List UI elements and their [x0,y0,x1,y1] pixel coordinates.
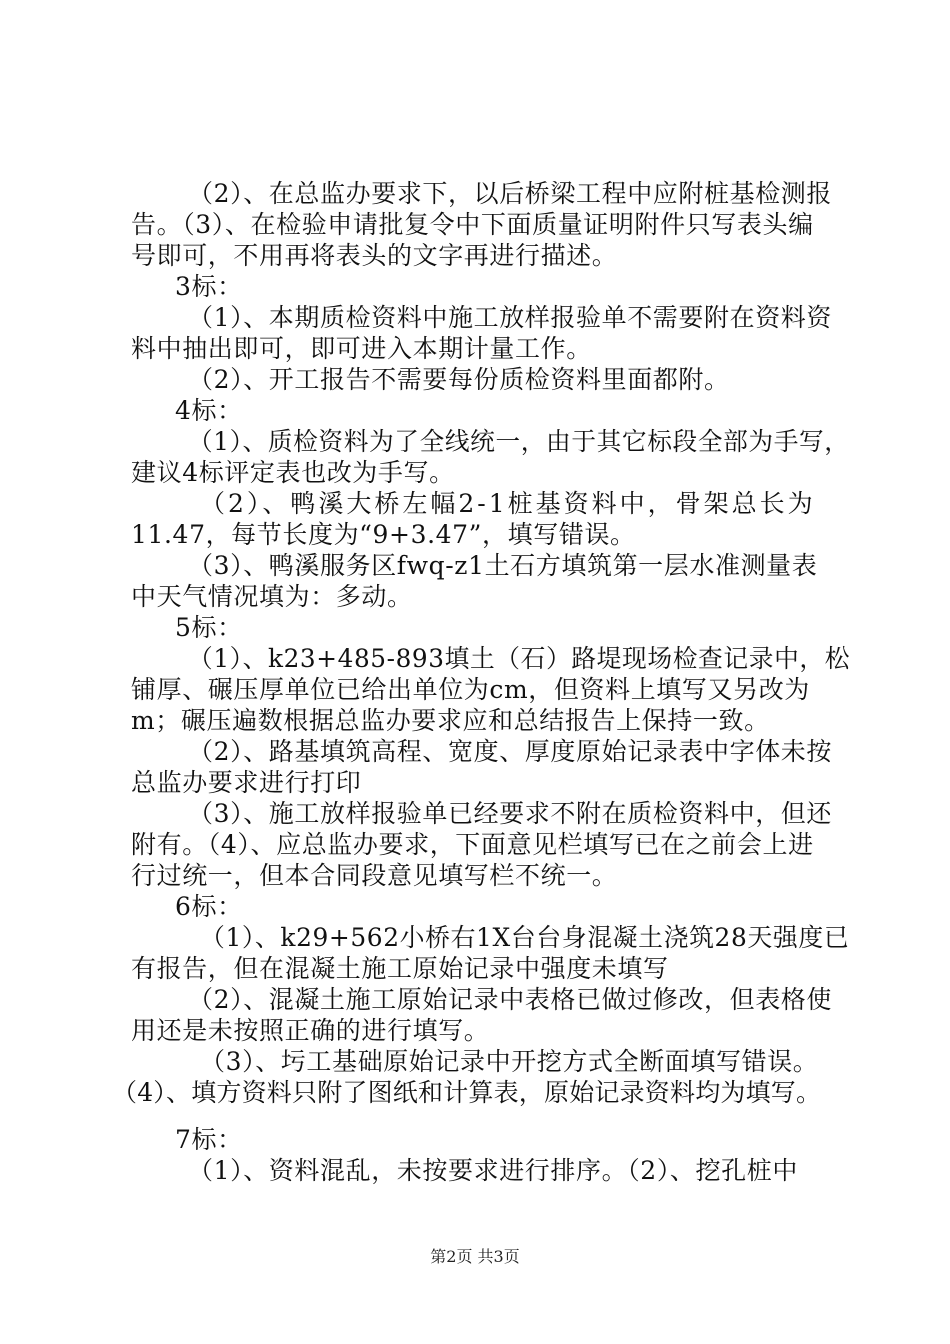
section-heading: 5标： [175,613,243,642]
text-line: 用还是未按照正确的进行填写。 [131,1016,490,1045]
text-line: （1）、质检资料为了全线统一，由于其它标段全部为手写， [188,427,850,456]
text-line: （2）、混凝土施工原始记录中表格已做过修改，但表格使 [188,985,833,1014]
text-line: （2）、鸭溪大桥左幅2-1桩基资料中，骨架总长为 [200,489,816,518]
section-heading: 4标： [175,396,243,425]
text-line: 号即可，不用再将表头的文字再进行描述。 [131,241,618,270]
page-footer: 第2页 共3页 [430,1247,520,1266]
text-line: 11.47，每节长度为“9+3.47”，填写错误。 [131,520,636,549]
text-line: （4）、填方资料只附了图纸和计算表，原始记录资料均为填写。 [112,1078,822,1107]
text-line: 行过统一，但本合同段意见填写栏不统一。 [131,861,618,890]
section-heading: 7标： [175,1125,243,1154]
text-line: （1）、k29+562小桥右1X台台身混凝土浇筑28天强度已 [200,923,850,952]
section-heading: 6标： [175,892,243,921]
text-line: （1）、资料混乱，未按要求进行排序。（2）、挖孔桩中 [188,1156,798,1185]
text-line: （3）、施工放样报验单已经要求不附在质检资料中，但还 [188,799,833,828]
text-line: 告。（3）、在检验申请批复令中下面质量证明附件只写表头编 [131,210,814,239]
text-line: 料中抽出即可，即可进入本期计量工作。 [131,334,592,363]
section-heading: 3标： [175,272,243,301]
text-line: 铺厚、碾压厚单位已给出单位为cm，但资料上填写又另改为 [131,675,810,704]
text-line: 总监办要求进行打印 [131,768,362,797]
text-line: （2）、路基填筑高程、宽度、厚度原始记录表中字体未按 [188,737,833,766]
text-line: （1）、本期质检资料中施工放样报验单不需要附在资料资 [188,303,833,332]
text-line: 中天气情况填为：多动。 [131,582,413,611]
text-line: （1）、k23+485-893填土（石）路堤现场检查记录中，松 [188,644,851,673]
text-line: m；碾压遍数根据总监办要求应和总结报告上保持一致。 [131,706,770,735]
text-line: （2）、在总监办要求下，以后桥梁工程中应附桩基检测报 [188,179,833,208]
text-line: 有报告，但在混凝土施工原始记录中强度未填写 [131,954,669,983]
text-line: 附有。（4）、应总监办要求，下面意见栏填写已在之前会上进 [131,830,814,859]
text-line: 建议4标评定表也改为手写。 [131,458,455,487]
text-line: （3）、圬工基础原始记录中开挖方式全断面填写错误。 [200,1047,819,1076]
text-line: （3）、鸭溪服务区fwq-z1土石方填筑第一层水准测量表 [188,551,818,580]
text-line: （2）、开工报告不需要每份质检资料里面都附。 [188,365,730,394]
